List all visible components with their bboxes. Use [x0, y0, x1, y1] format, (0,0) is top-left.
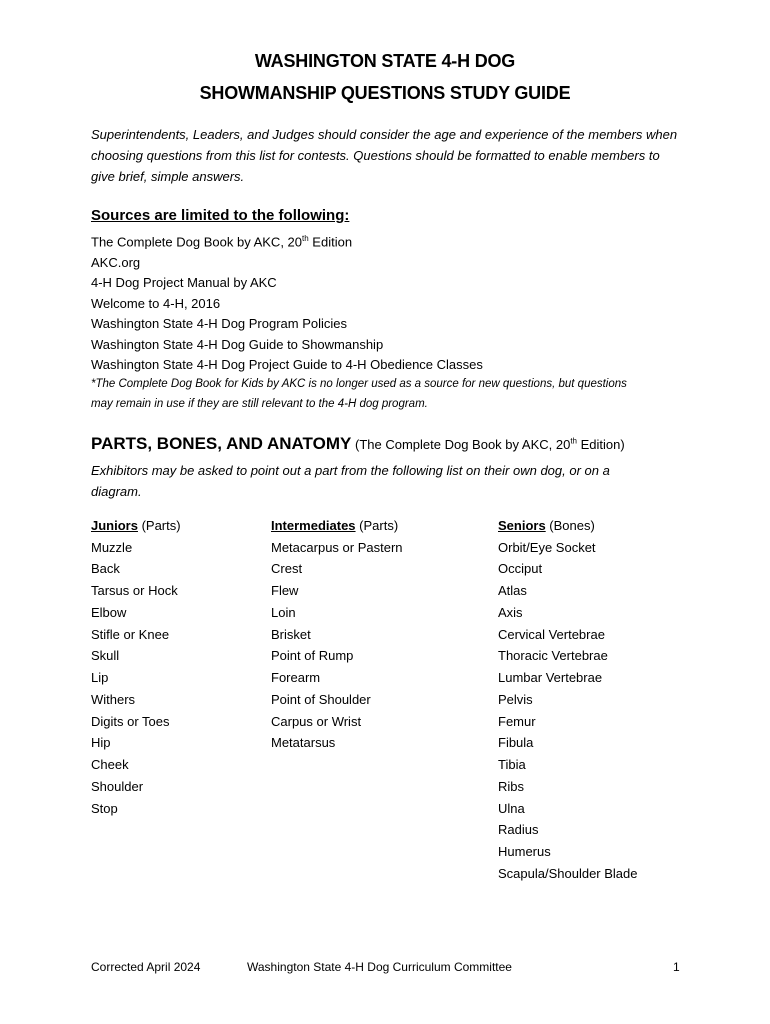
page-title-line-1: WASHINGTON STATE 4-H DOG	[254, 51, 516, 71]
column-heading-sub: (Parts)	[137, 518, 181, 533]
page-title-line-2: SHOWMANSHIP QUESTIONS STUDY GUIDE	[199, 83, 571, 103]
list-item: Forearm	[271, 670, 321, 686]
list-item: Cervical Vertebrae	[498, 626, 605, 642]
source-item	[91, 229, 483, 253]
list-item: Lip	[91, 670, 109, 686]
section-source	[351, 437, 624, 452]
list-item: Orbit/Eye Socket	[498, 539, 596, 555]
intro-paragraph: Superintendents, Leaders, and Judges should consider the age and experience of the members when choosing questions from this list for contests. Questions should be formatted to enable members to give brief, simple answers.	[91, 127, 678, 184]
list-item: Metacarpus or Pastern	[271, 539, 403, 555]
list-item: Stifle or Knee	[91, 626, 170, 642]
source-item: Welcome to 4-H, 2016	[91, 295, 221, 311]
source-item: Washington State 4-H Dog Program Policies	[91, 316, 348, 332]
footer-page-number: 1	[673, 960, 680, 974]
list-item: Point of Rump	[271, 648, 354, 664]
list-item: Pelvis	[498, 691, 533, 707]
source-item: AKC.org	[91, 254, 141, 270]
juniors-column	[91, 515, 181, 819]
section-intro: Exhibitors may be asked to point out a part from the following list on their own dog, or on a diagram.	[91, 463, 610, 499]
list-item: Axis	[498, 604, 523, 620]
list-item: Femur	[498, 713, 536, 729]
list-item: Metatarsus	[271, 735, 336, 751]
source-item-text-end: Edition	[308, 234, 353, 250]
sources-note	[91, 374, 651, 414]
footer-committee: Washington State 4-H Dog Curriculum Committee	[247, 960, 512, 974]
juniors-list	[91, 537, 181, 820]
column-heading	[498, 515, 638, 537]
list-item: Back	[91, 561, 120, 577]
seniors-list	[498, 537, 638, 885]
sources-note-title: *The Complete Dog Book for Kids by AKC	[91, 378, 306, 390]
intermediates-list	[271, 537, 403, 755]
section-heading	[91, 434, 625, 454]
list-item: Loin	[271, 604, 296, 620]
seniors-column	[498, 515, 638, 885]
list-item: Occiput	[498, 561, 543, 577]
list-item: Point of Shoulder	[271, 691, 371, 707]
list-item: Withers	[91, 691, 136, 707]
section-source-text: (The Complete Dog Book by AKC, 20	[351, 437, 571, 452]
list-item: Flew	[271, 583, 299, 599]
column-heading-sub: (Bones)	[545, 518, 595, 533]
source-item-text: The Complete Dog Book by AKC, 20	[91, 234, 303, 250]
column-heading	[271, 515, 403, 537]
column-heading	[91, 515, 181, 537]
list-item: Hip	[91, 735, 111, 751]
list-item: Fibula	[498, 735, 534, 751]
column-heading-title: Seniors	[498, 518, 546, 533]
list-item: Ribs	[498, 778, 525, 794]
list-item: Scapula/Shoulder Blade	[498, 865, 638, 881]
list-item: Stop	[91, 800, 118, 816]
intermediates-column	[271, 515, 403, 754]
column-heading-title: Intermediates	[271, 518, 356, 533]
list-item: Elbow	[91, 604, 127, 620]
footer-date: Corrected April 2024	[91, 960, 201, 974]
list-item: Tarsus or Hock	[91, 583, 178, 599]
source-item: Washington State 4-H Dog Guide to Showmanship	[91, 336, 384, 352]
list-item: Lumbar Vertebrae	[498, 670, 603, 686]
sources-heading: Sources are limited to the following:	[91, 207, 350, 224]
list-item: Humerus	[498, 844, 551, 860]
list-item: Cheek	[91, 757, 129, 773]
list-item: Digits or Toes	[91, 713, 170, 729]
list-item: Shoulder	[91, 778, 144, 794]
list-item: Tibia	[498, 757, 526, 773]
list-item: Ulna	[498, 800, 525, 816]
sources-note-text: is no longer used as a source for new questions, but questions may remain in use if they are still relevant to the 4-H dog program.	[91, 378, 627, 410]
section-source-superscript: th	[570, 436, 577, 446]
list-item: Thoracic Vertebrae	[498, 648, 608, 664]
column-heading-sub: (Parts)	[355, 518, 399, 533]
source-item: 4-H Dog Project Manual by AKC	[91, 275, 277, 291]
section-source-text-end: Edition)	[577, 437, 625, 452]
list-item: Radius	[498, 822, 539, 838]
section-title: PARTS, BONES, AND ANATOMY	[91, 434, 352, 453]
source-item-superscript: th	[302, 234, 309, 243]
sources-list	[91, 229, 483, 376]
list-item: Carpus or Wrist	[271, 713, 362, 729]
list-item: Brisket	[271, 626, 311, 642]
list-item: Atlas	[498, 583, 527, 599]
column-heading-title: Juniors	[91, 518, 138, 533]
list-item: Muzzle	[91, 539, 133, 555]
source-item: Washington State 4-H Dog Project Guide to 4-H Obedience Classes	[91, 357, 483, 373]
list-item: Skull	[91, 648, 120, 664]
list-item: Crest	[271, 561, 303, 577]
